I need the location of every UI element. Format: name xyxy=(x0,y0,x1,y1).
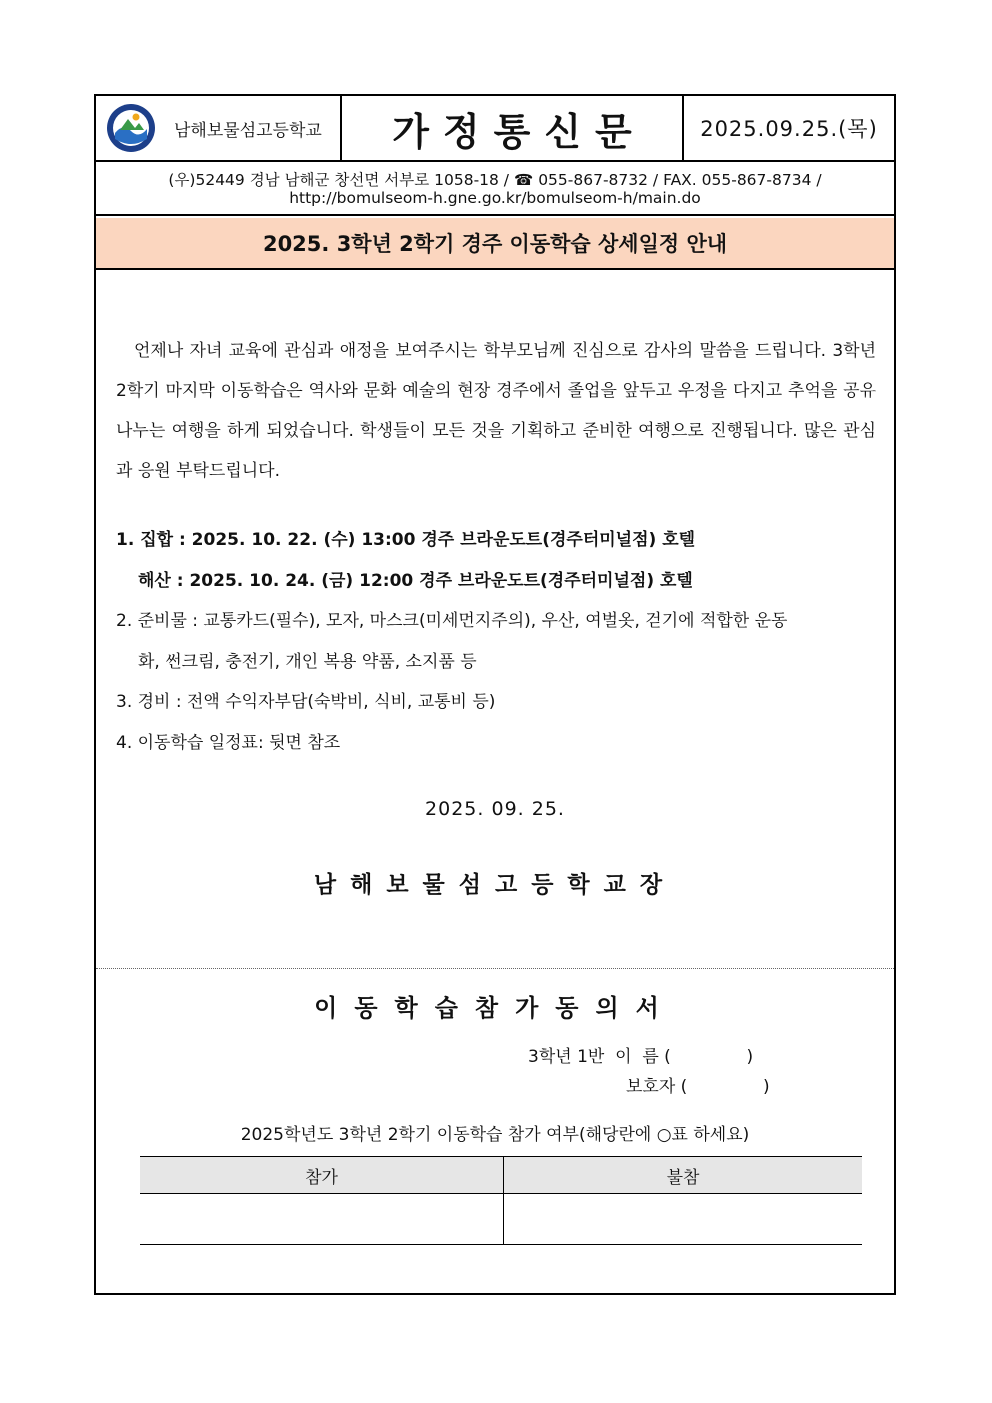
sign-date: 2025. 09. 25. xyxy=(425,798,565,820)
newsletter-frame xyxy=(94,94,896,1295)
school-logo-icon xyxy=(106,103,156,153)
intro-text: 언제나 자녀 교육에 관심과 애정을 보여주시는 학부모님께 진심으로 감사의 말씀을 드립니다. 3학년 2학기 마지막 이동학습은 역사와 문화 예술의 현장 경주에서 졸업을 앞두고 우정을 다지고 추억을 공유나누는 여행을 하게 되었습니다. 학생들이 모든 것을 기획하고 준비한 여행으로 진행됩니다. 많은 관심과 응원 부탁드립니다. xyxy=(116,341,876,481)
cut-line xyxy=(96,968,894,969)
schedule-item: 4. 이동학습 일정표: 뒷면 참조 xyxy=(116,732,341,753)
notice-title: 2025. 3학년 2학기 경주 이동학습 상세일정 안내 xyxy=(96,218,894,270)
absent-header: 불참 xyxy=(504,1157,863,1194)
cost-item: 3. 경비 : 전액 수익자부담(숙박비, 식비, 교통비 등) xyxy=(116,692,496,712)
website-link[interactable]: http://bomulseom-h.gne.go.kr/bomulseom-h/main.do xyxy=(289,189,701,207)
participation-question: 2025학년도 3학년 2학기 이동학습 참가 여부(해당란에 ○표 하세요) xyxy=(240,1125,750,1145)
consent-title: 이동학습참가동의서 xyxy=(314,994,676,1022)
principal-signature: 남해보물섬고등학교장 xyxy=(313,872,677,898)
intro-paragraph xyxy=(116,331,876,491)
participation-table xyxy=(140,1156,862,1245)
newsletter-title: 가정통신문 xyxy=(392,109,646,154)
issue-date: 2025.09.25.(목) xyxy=(700,117,878,141)
absent-cell[interactable] xyxy=(504,1194,863,1245)
supplies-item-cont: 화, 썬크림, 충전기, 개인 복용 약품, 소지품 등 xyxy=(138,651,477,672)
title-cell xyxy=(342,96,684,160)
address-block xyxy=(96,162,894,216)
guardian-line: 보호자 ( ) xyxy=(626,1077,770,1097)
school-name: 남해보물섬고등학교 xyxy=(174,120,322,141)
school-cell xyxy=(96,96,342,160)
dismiss-item: 해산 : 2025. 10. 24. (금) 12:00 경주 브라운도트(경주터미널점) 호텔 xyxy=(138,570,693,591)
attend-header: 참가 xyxy=(140,1157,504,1194)
header xyxy=(96,96,894,162)
supplies-item: 2. 준비물 : 교통카드(필수), 모자, 마스크(미세먼지주의), 우산, 여벌옷, 걷기에 적합한 운동 xyxy=(116,611,788,631)
gather-item: 1. 집합 : 2025. 10. 22. (수) 13:00 경주 브라운도트(경주터미널점) 호텔 xyxy=(116,530,696,550)
student-name-line: 3학년 1반 이 름 ( ) xyxy=(528,1047,754,1067)
address-line: (우)52449 경남 남해군 창선면 서부로 1058-18 / ☎ 055-867-8732 / FAX. 055-867-8734 / xyxy=(168,171,822,189)
info-list xyxy=(116,520,876,763)
attend-cell[interactable] xyxy=(140,1194,504,1245)
